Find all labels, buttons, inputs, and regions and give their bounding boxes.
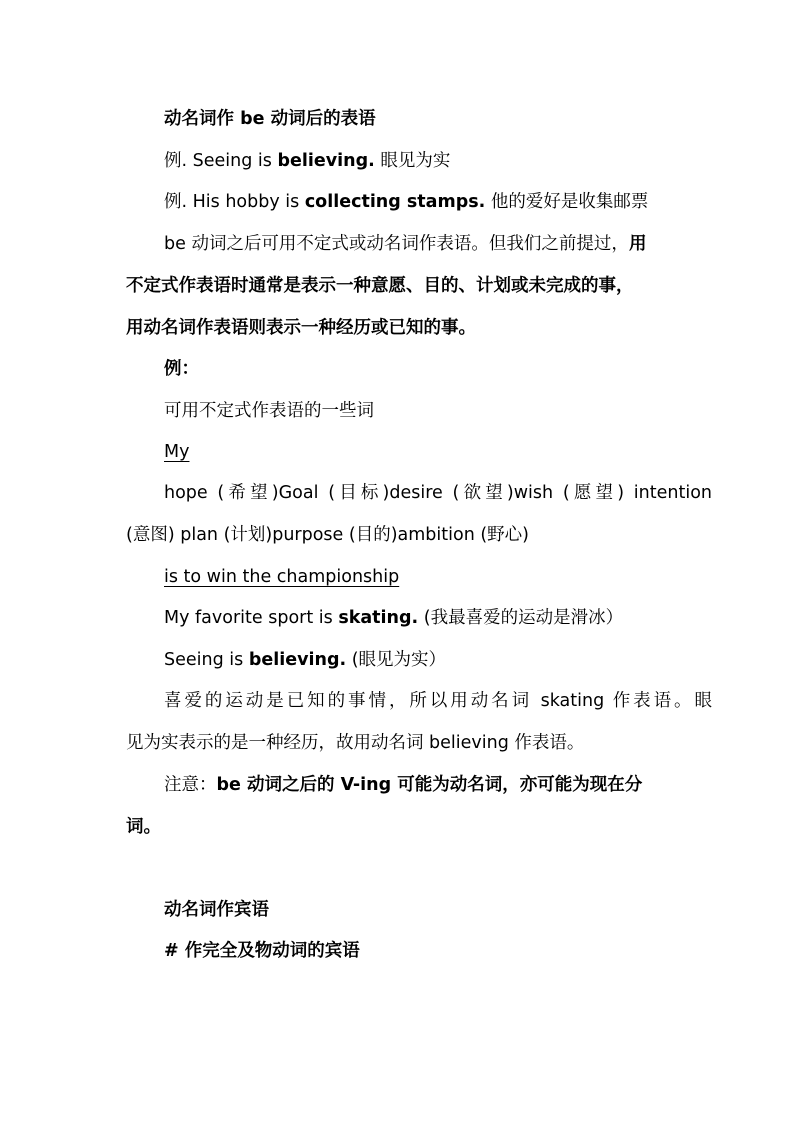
predicate-phrase: [126, 565, 712, 589]
example-text: 例. Seeing is: [164, 151, 278, 171]
subheading-transitive-object: # 作完全及物动词的宾语: [164, 941, 360, 961]
example-emphasis: believing.: [277, 151, 375, 171]
note-text: be 动词之后的 V-ing 可能为动名词，亦可能为现在分: [216, 775, 643, 795]
explanation-text: be 动词之后可用不定式或动名词作表语。但我们之前提过，: [164, 234, 629, 254]
example-translation: 他的爱好是收集邮票: [485, 192, 649, 212]
example-emphasis: collecting stamps.: [304, 192, 486, 212]
example-translation: 眼见为实: [374, 151, 451, 171]
note-label: 注意：: [164, 775, 217, 795]
example-seeing-believing: [126, 149, 712, 173]
subject-word-text: My: [164, 442, 190, 462]
noun-list-line-2: (意图) plan (计划)purpose (目的)ambition (野心): [126, 525, 530, 545]
example-seeing-believing-2: [126, 648, 712, 672]
example-text: My favorite sport is: [164, 608, 339, 628]
analysis-line-2: 见为实表示的是一种经历，故用动名词 believing 作表语。: [126, 733, 585, 753]
list-intro: 可用不定式作表语的一些词: [164, 401, 374, 421]
section-heading-gerund-predicative: 动名词作 be 动词后的表语: [164, 109, 376, 129]
example-translation: (我最喜爱的运动是滑冰）: [418, 608, 624, 628]
example-text: Seeing is: [164, 650, 249, 670]
noun-list-line-1: hope (希望)Goal (目标)desire (欲望)wish (愿望) intention: [164, 483, 712, 503]
example-emphasis: believing.: [248, 650, 347, 670]
example-translation: (眼见为实）: [346, 650, 447, 670]
example-hobby: [126, 190, 712, 214]
explanation-line-1: [126, 232, 712, 256]
explanation-emphasis: 用: [628, 234, 647, 254]
example-label: 例：: [164, 359, 199, 379]
analysis-line-1: 喜爱的运动是已知的事情，所以用动名词 skating 作表语。眼: [164, 691, 712, 711]
note-line-2: 词。: [126, 817, 161, 837]
explanation-line-3: 用动名词作表语则表示一种经历或已知的事。: [126, 318, 476, 338]
note-line-1: [126, 773, 712, 797]
section-heading-gerund-object: 动名词作宾语: [164, 900, 269, 920]
example-favorite-sport: [126, 606, 712, 630]
example-emphasis: skating.: [338, 608, 419, 628]
example-text: 例. His hobby is: [164, 192, 305, 212]
explanation-line-2: 不定式作表语时通常是表示一种意愿、目的、计划或未完成的事，: [126, 276, 634, 296]
subject-word: [126, 440, 712, 464]
predicate-text: is to win the championship: [164, 567, 400, 587]
